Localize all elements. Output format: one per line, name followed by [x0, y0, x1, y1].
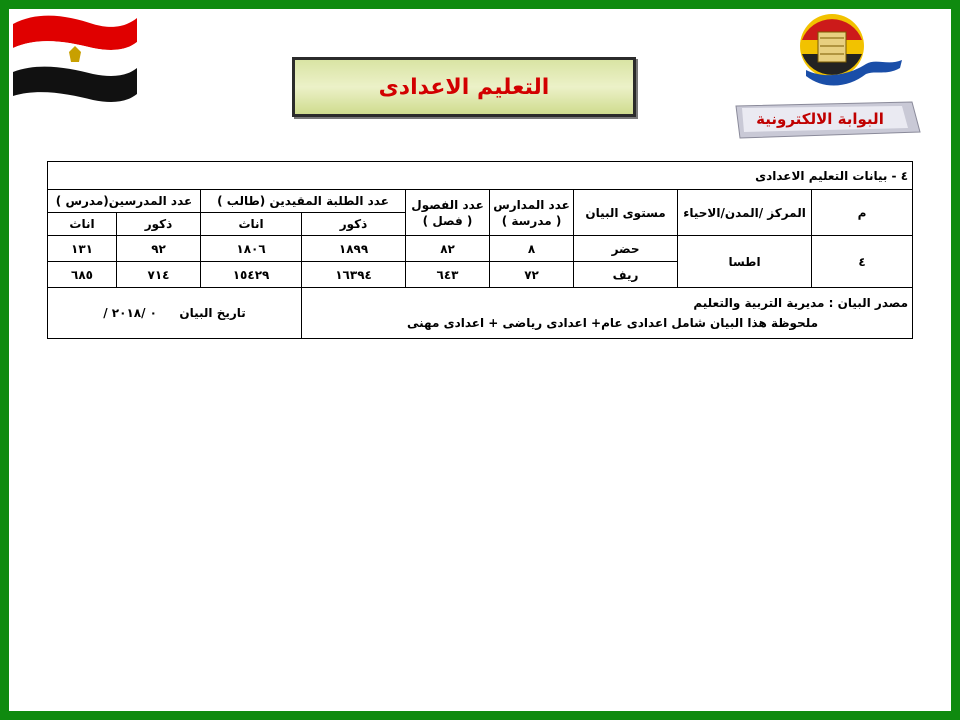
header-schools-unit: ( مدرسة ): [501, 213, 562, 228]
cell-students-female: ١٨٠٦: [201, 236, 302, 262]
cell-level: ريف: [574, 262, 678, 288]
header-students-female: اناث: [201, 213, 302, 236]
page-title-box: [292, 57, 636, 117]
governorate-logo: [796, 10, 906, 98]
header-classes-unit: ( فصل ): [422, 213, 473, 228]
data-table: [47, 161, 913, 339]
header-schools: [490, 190, 574, 236]
cell-students-female: ١٥٤٢٩: [201, 262, 302, 288]
header-classes-label: عدد الفصول: [411, 197, 484, 212]
table-row: [48, 236, 913, 262]
cell-classes: ٦٤٣: [406, 262, 490, 288]
cell-center: اطسا: [678, 236, 812, 288]
page-title: التعليم الاعدادى: [378, 74, 550, 100]
footer-date-label: تاريخ البيان: [179, 306, 246, 320]
egypt-flag-icon: [9, 6, 141, 102]
cell-schools: ٨: [490, 236, 574, 262]
portal-label: البوابة الالكترونية: [756, 110, 884, 128]
footer-note: ملحوظة هذا البيان شامل اعدادى عام+ اعدادى رياضى + اعدادى مهنى: [407, 316, 819, 330]
footer-source-note: [302, 288, 913, 339]
cell-students-male: ١٦٣٩٤: [302, 262, 406, 288]
footer-date-value: / ٠ /٢٠١٨: [103, 306, 157, 320]
header-students: عدد الطلبة المقيدين (طالب ): [201, 190, 406, 213]
header-center: المركز /المدن/الاحياء: [678, 190, 812, 236]
header-classes: [406, 190, 490, 236]
cell-teachers-male: ٧١٤: [117, 262, 201, 288]
cell-teachers-female: ١٣١: [48, 236, 117, 262]
cell-students-male: ١٨٩٩: [302, 236, 406, 262]
footer-date: [48, 288, 302, 339]
header-teachers: عدد المدرسين(مدرس ): [48, 190, 201, 213]
cell-teachers-female: ٦٨٥: [48, 262, 117, 288]
cell-teachers-male: ٩٢: [117, 236, 201, 262]
header-teachers-male: ذكور: [117, 213, 201, 236]
header-schools-label: عدد المدارس: [493, 197, 570, 212]
header-students-male: ذكور: [302, 213, 406, 236]
cell-schools: ٧٢: [490, 262, 574, 288]
cell-level: حضر: [574, 236, 678, 262]
header-level: مستوى البيان: [574, 190, 678, 236]
cell-m: ٤: [812, 236, 913, 288]
section-title: ٤ - بيانات التعليم الاعدادى: [48, 162, 913, 190]
header-teachers-female: اناث: [48, 213, 117, 236]
footer-source: مصدر البيان : مديرية التربية والتعليم: [693, 296, 909, 310]
cell-classes: ٨٢: [406, 236, 490, 262]
header-m: م: [812, 190, 913, 236]
